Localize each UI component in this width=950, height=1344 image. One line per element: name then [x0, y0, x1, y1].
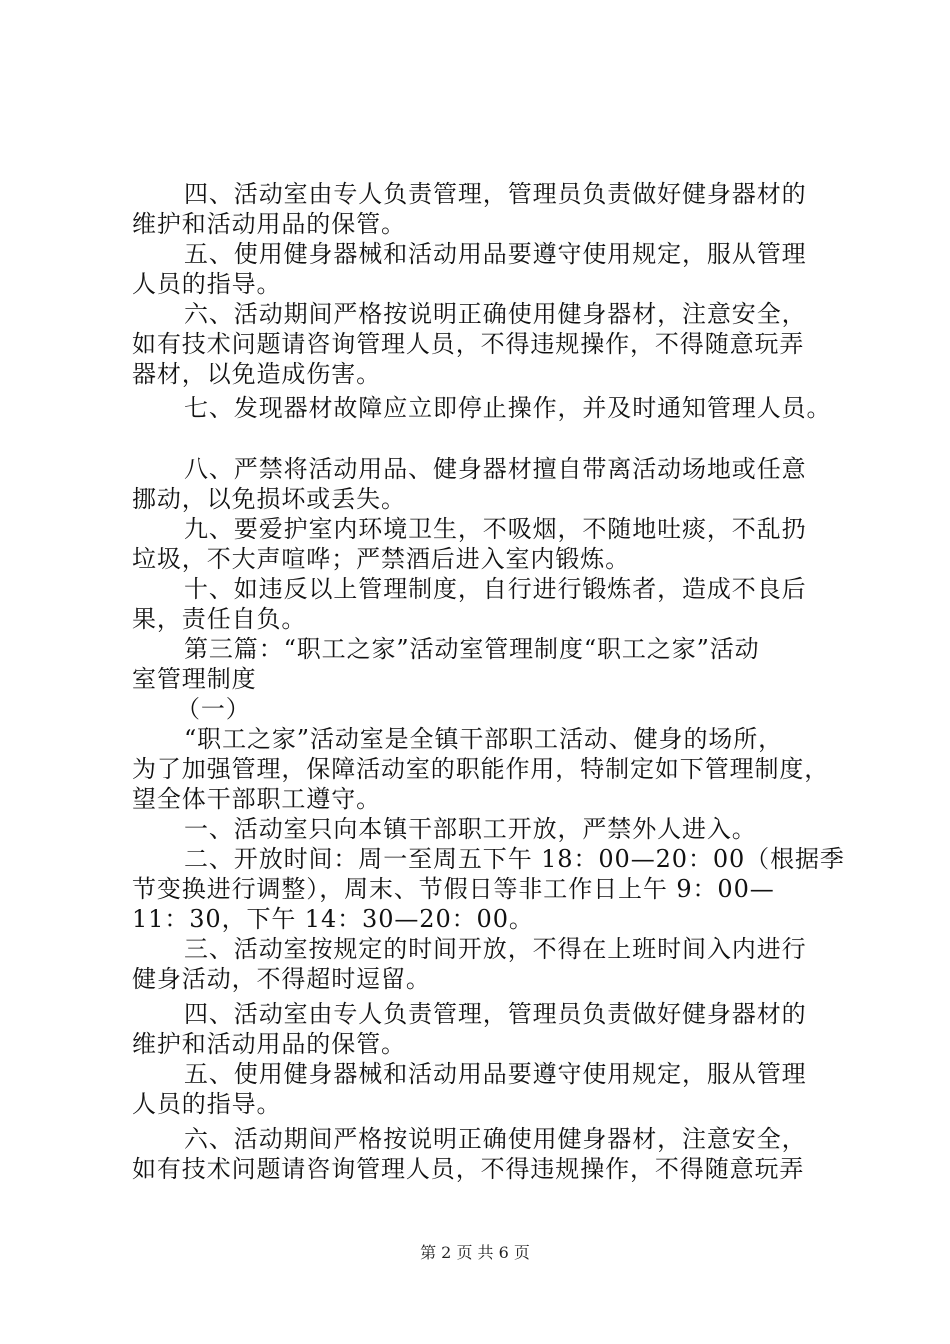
paragraph-line: 人员的指导。 — [132, 270, 282, 298]
paragraph-line: 四、活动室由专人负责管理，管理员负责做好健身器材的 — [184, 180, 807, 208]
paragraph-line: 七、发现器材故障应立即停止操作，并及时通知管理人员。 — [184, 394, 832, 422]
paragraph-line: 节变换进行调整），周末、节假日等非工作日上午 9：00— — [132, 875, 775, 903]
paragraph-line: 11：30，下午 14：30—20：00。 — [132, 905, 534, 933]
paragraph-line: 如有技术问题请咨询管理人员，不得违规操作，不得随意玩弄 — [132, 330, 805, 358]
paragraph-line: 人员的指导。 — [132, 1090, 282, 1118]
paragraph-line: 如有技术问题请咨询管理人员，不得违规操作，不得随意玩弄 — [132, 1155, 805, 1183]
page-footer: 第 2 页 共 6 页 — [420, 1243, 530, 1262]
paragraph-line: 维护和活动用品的保管。 — [132, 210, 406, 238]
paragraph-line: 望全体干部职工遵守。 — [132, 785, 381, 813]
paragraph-line: 果，责任自负。 — [132, 605, 307, 633]
paragraph-line: 六、活动期间严格按说明正确使用健身器材，注意安全， — [184, 1125, 807, 1153]
paragraph-line: 三、活动室按规定的时间开放，不得在上班时间入内进行 — [184, 935, 807, 963]
section-heading: 第三篇：“职工之家”活动室管理制度“职工之家”活动 — [184, 635, 760, 663]
paragraph-line: 六、活动期间严格按说明正确使用健身器材，注意安全， — [184, 300, 807, 328]
paragraph-line: 器材，以免造成伤害。 — [132, 360, 381, 388]
paragraph-line: 挪动，以免损坏或丢失。 — [132, 485, 406, 513]
subsection-heading: （一） — [176, 695, 251, 723]
paragraph-line: 垃圾，不大声喧哗；严禁酒后进入室内锻炼。 — [132, 545, 630, 573]
paragraph-line: 一、活动室只向本镇干部职工开放，严禁外人进入。 — [184, 815, 757, 843]
paragraph-line: 二、开放时间：周一至周五下午 18：00—20：00（根据季 — [184, 845, 845, 873]
paragraph-line: 五、使用健身器械和活动用品要遵守使用规定，服从管理 — [184, 1060, 807, 1088]
paragraph-line: 维护和活动用品的保管。 — [132, 1030, 406, 1058]
paragraph-line: 九、要爱护室内环境卫生，不吸烟，不随地吐痰，不乱扔 — [184, 515, 807, 543]
paragraph-line: 为了加强管理，保障活动室的职能作用，特制定如下管理制度， — [132, 755, 830, 783]
paragraph-line: 健身活动，不得超时逗留。 — [132, 965, 431, 993]
paragraph-line: 五、使用健身器械和活动用品要遵守使用规定，服从管理 — [184, 240, 807, 268]
paragraph-line: 十、如违反以上管理制度，自行进行锻炼者，造成不良后 — [184, 575, 807, 603]
paragraph-line: 四、活动室由专人负责管理，管理员负责做好健身器材的 — [184, 1000, 807, 1028]
paragraph-line: 八、严禁将活动用品、健身器材擅自带离活动场地或任意 — [184, 455, 807, 483]
section-heading: 室管理制度 — [132, 665, 257, 693]
paragraph-line: “职工之家”活动室是全镇干部职工活动、健身的场所， — [184, 725, 784, 753]
